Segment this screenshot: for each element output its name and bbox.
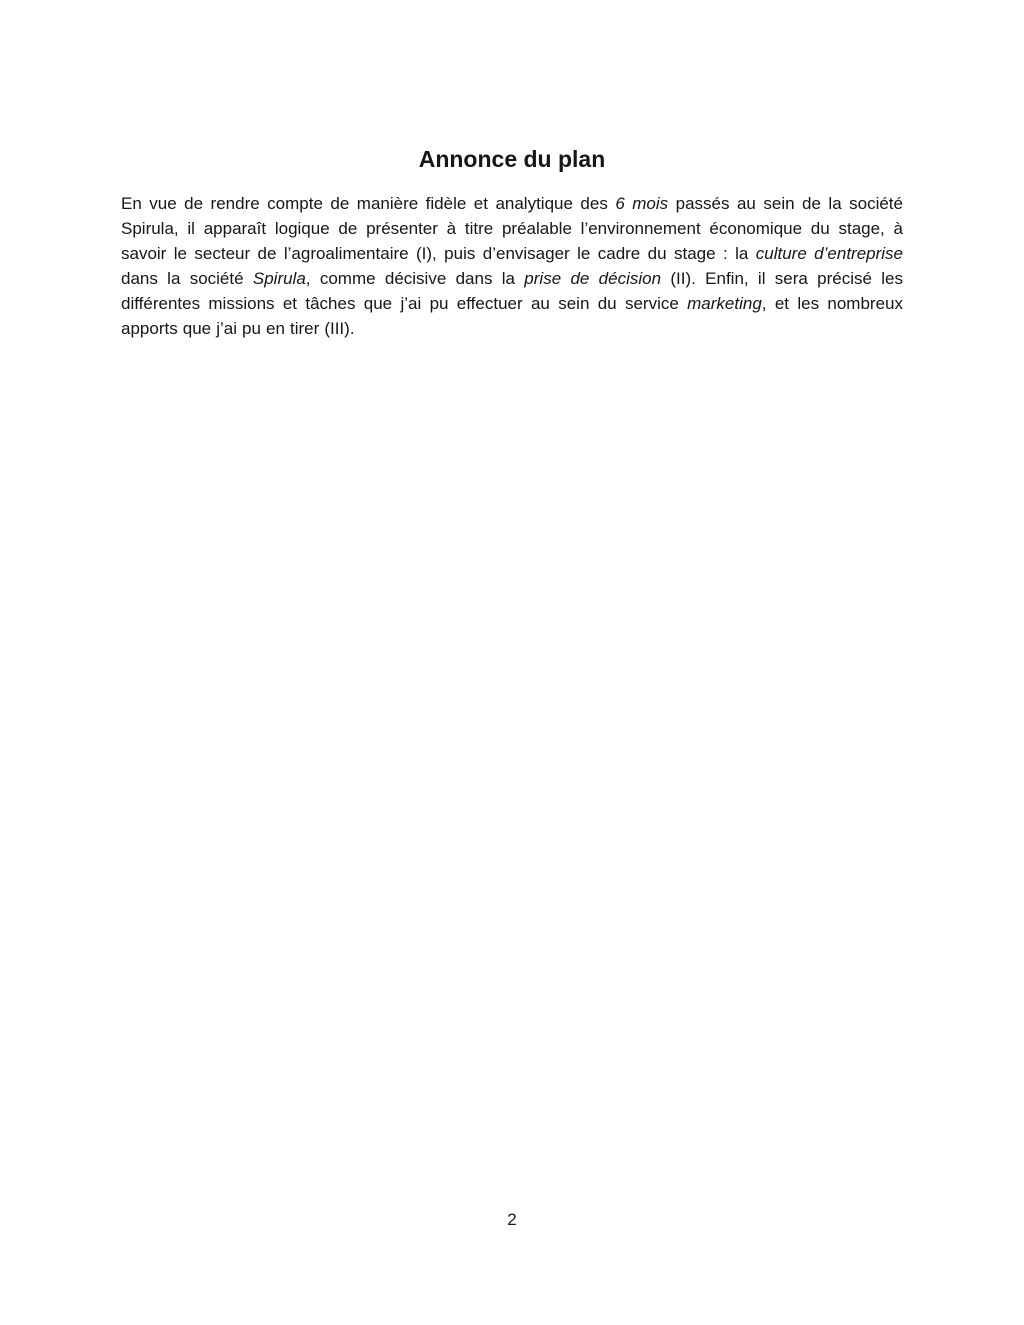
text-run: dans la société [121, 269, 253, 288]
italic-text-run: marketing [687, 294, 762, 313]
text-run: , comme décisive dans la [305, 269, 525, 288]
page-title: Annonce du plan [418, 146, 606, 172]
text-run: , et les nombreux apports que j’ai pu en tirer (III). [121, 294, 903, 338]
italic-text-run: culture d’entreprise [755, 244, 904, 263]
italic-text-run: 6 mois [615, 194, 669, 213]
text-run: (II). Enfin, il sera précisé les différentes missions et tâches que j’ai pu effectuer au sein du service [121, 269, 903, 313]
italic-text-run: Spirula [252, 269, 306, 288]
page-number: 2 [507, 1210, 517, 1229]
italic-text-run: prise de décision [524, 269, 662, 288]
text-run: En vue de rendre compte de manière fidèle et analytique des [121, 194, 616, 213]
text-run: passés au sein de la société Spirula, il apparaît logique de présenter à titre préalable l’environnement économique du stage, à savoir le secteur de l’agroalimentaire (I), puis d’envisager le cadre du stage : la [121, 194, 903, 263]
body-paragraph [121, 191, 903, 341]
